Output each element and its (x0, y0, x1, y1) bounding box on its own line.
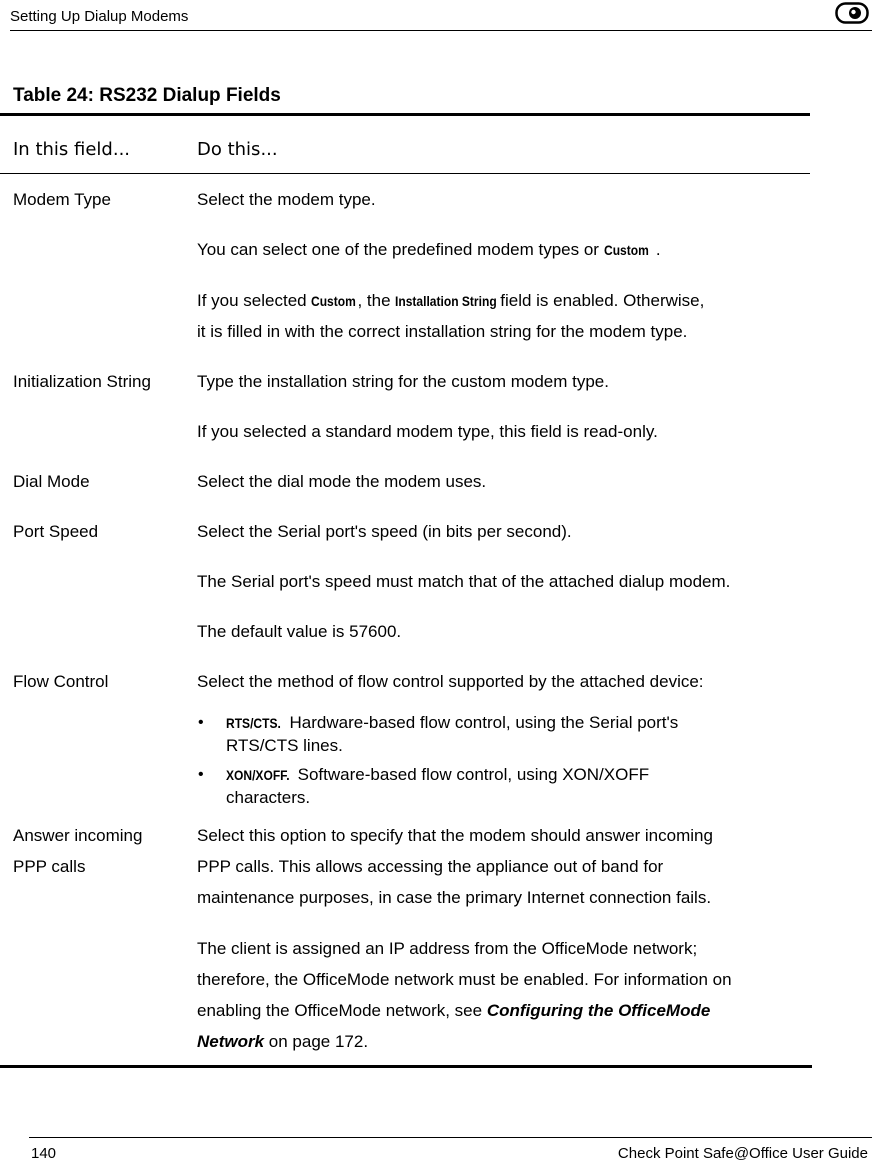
running-header-title: Setting Up Dialup Modems (10, 8, 189, 25)
port-speed-match-note: The Serial port's speed must match that of the attached dialup modem. (197, 572, 731, 591)
keyword-installation-string: Installation String (395, 293, 497, 309)
field-modem-type: Modem Type (13, 190, 111, 209)
init-string-readonly-note: If you selected a standard modem type, this field is read-only. (197, 422, 658, 441)
configuring-officemode-link[interactable]: Configuring the OfficeMode (486, 1001, 711, 1020)
table-caption: Table 24: RS232 Dialup Fields (13, 85, 281, 106)
keyword-custom: Custom (311, 293, 357, 309)
bullet-icon: • (198, 766, 204, 783)
footer-rule (29, 1137, 872, 1138)
port-speed-instruction: Select the Serial port's speed (in bits per second). (197, 522, 572, 541)
page-number: 140 (31, 1145, 57, 1162)
header-rule (10, 30, 872, 31)
modem-type-custom-note: You can select one of the predefined modem types or Custom . (197, 240, 661, 259)
table-bottom-rule (0, 1065, 812, 1068)
keyword-xon-xoff: XON/XOFF. (226, 767, 290, 783)
bullet-xon-xoff: XON/XOFF. Software-based flow control, using XON/XOFF (226, 765, 650, 784)
answer-incoming-description: maintenance purposes, in case the primary Internet connection fails. (197, 888, 712, 907)
answer-incoming-description: Select this option to specify that the modem should answer incoming (197, 826, 713, 845)
configuring-officemode-link-cont[interactable]: Network (197, 1032, 265, 1051)
table-top-rule (0, 113, 810, 116)
keyword-rts-cts: RTS/CTS. (226, 715, 281, 731)
modem-type-instruction: Select the modem type. (197, 190, 376, 209)
port-speed-default-note: The default value is 57600. (197, 622, 402, 641)
officemode-note: therefore, the OfficeMode network must be enabled. For information on (197, 970, 732, 989)
field-initialization-string: Initialization String (13, 372, 151, 391)
field-answer-incoming: Answer incoming (13, 826, 143, 845)
column-header-field: In this field... (13, 139, 131, 160)
guide-title: Check Point Safe@Office User Guide (617, 1145, 868, 1162)
dial-mode-instruction: Select the dial mode the modem uses. (197, 472, 487, 491)
init-string-instruction: Type the installation string for the custom modem type. (197, 372, 609, 391)
officemode-note: The client is assigned an IP address from the OfficeMode network; (197, 939, 698, 958)
modem-type-installation-note: If you selected Custom, the Installation String field is enabled. Otherwise, (197, 291, 705, 310)
keyword-custom: Custom (603, 242, 649, 258)
bullet-rts-cts-cont: RTS/CTS lines. (226, 736, 343, 755)
field-port-speed: Port Speed (13, 522, 99, 541)
column-header-action: Do this... (197, 139, 278, 160)
modem-type-installation-note-cont: it is filled in with the correct installation string for the modem type. (197, 322, 688, 341)
field-answer-incoming-cont: PPP calls (13, 857, 86, 876)
table-header-rule (0, 173, 810, 174)
check-point-logo-icon (835, 2, 869, 24)
bullet-xon-xoff-cont: characters. (226, 788, 311, 807)
bullet-rts-cts: RTS/CTS. Hardware-based flow control, using the Serial port's (226, 713, 679, 732)
bullet-icon: • (198, 714, 204, 731)
answer-incoming-description: PPP calls. This allows accessing the appliance out of band for (197, 857, 664, 876)
officemode-note-link-line: enabling the OfficeMode network, see Configuring the OfficeMode (197, 1001, 711, 1020)
field-flow-control: Flow Control (13, 672, 109, 691)
flow-control-instruction: Select the method of flow control supported by the attached device: (197, 672, 704, 691)
field-dial-mode: Dial Mode (13, 472, 90, 491)
officemode-note-end: Network on page 172. (197, 1032, 369, 1051)
